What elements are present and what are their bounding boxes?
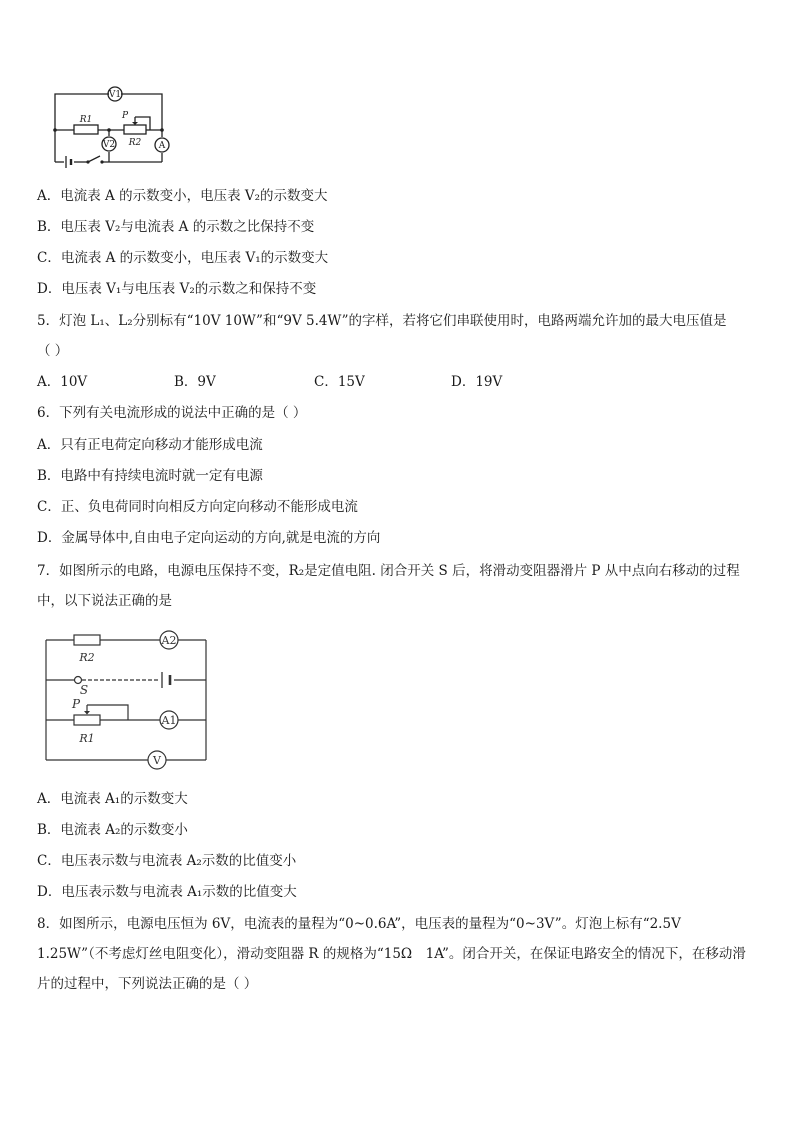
q7-option-b: B．电流表 A₂的示数变小	[37, 822, 188, 838]
v-label: V	[153, 754, 161, 767]
circuit-diagram-2	[40, 628, 215, 776]
r2-label: R2	[128, 138, 142, 148]
q5-stem-line1: 5．灯泡 L₁、L₂分别标有“10V 10W”和“9V 5.4W”的字样，若将它们串联使用时，电路两端允许加的最大电压值是	[37, 313, 727, 329]
r1-label: R1	[79, 115, 93, 125]
circuit-diagram-1	[40, 82, 180, 172]
q7-option-c: C．电压表示数与电流表 A₂示数的比值变小	[37, 853, 297, 869]
q6-stem: 6．下列有关电流形成的说法中正确的是（ ）	[37, 405, 307, 421]
q8-stem: 8．如图所示，电源电压恒为 6V，电流表的量程为“0~0.6A”，电压表的量程为“0~3V”。灯泡上标有“2.5V 1.25W”（不考虑灯丝电阻变化），滑动变阻器 R 的规格为“15Ω 1A”。闭合开关，在保证电路安全的情况下，在移动滑片的过程中，下列说法正确的是（ ）	[37, 916, 746, 992]
q7-stem-line2: 中，以下说法正确的是	[37, 593, 172, 609]
q5-option-d: D．19V	[451, 374, 503, 390]
a1-label: A1	[161, 714, 177, 727]
p-label: P	[71, 697, 81, 711]
q6-option-c: C．正、负电荷同时向相反方向定向移动不能形成电流	[37, 499, 358, 515]
q5-option-c: C．15V	[314, 374, 365, 390]
q4-option-c: C．电流表 A 的示数变小，电压表 V₁的示数变大	[37, 250, 329, 266]
a-label: A	[158, 141, 166, 151]
q4-option-d: D．电压表 V₁与电压表 V₂的示数之和保持不变	[37, 281, 317, 297]
q7-stem-line1: 7．如图所示的电路，电源电压保持不变，R₂是定值电阻. 闭合开关 S 后，将滑动变阻器滑片 P 从中点向右移动的过程	[37, 563, 740, 579]
v2-label: V2	[102, 140, 116, 150]
p-label: P	[121, 111, 129, 121]
a2-label: A2	[161, 634, 177, 647]
r2-label: R2	[79, 651, 95, 664]
q6-option-b: B．电路中有持续电流时就一定有电源	[37, 468, 263, 484]
s-label: S	[79, 683, 89, 697]
q5-option-b: B．9V	[174, 374, 216, 390]
q7-option-d: D．电压表示数与电流表 A₁示数的比值变大	[37, 884, 297, 900]
r1-label: R1	[79, 732, 95, 745]
q4-option-a: A．电流表 A 的示数变小，电压表 V₂的示数变大	[37, 188, 328, 204]
q6-option-d: D．金属导体中,自由电子定向运动的方向,就是电流的方向	[37, 530, 381, 546]
q5-stem-line2: （ ）	[37, 343, 69, 359]
q4-option-b: B．电压表 V₂与电流表 A 的示数之比保持不变	[37, 219, 315, 235]
q6-option-a: A．只有正电荷定向移动才能形成电流	[37, 437, 263, 453]
v1-label: V1	[108, 90, 122, 100]
q7-option-a: A．电流表 A₁的示数变大	[37, 791, 188, 807]
q5-option-a: A．10V	[37, 374, 88, 390]
